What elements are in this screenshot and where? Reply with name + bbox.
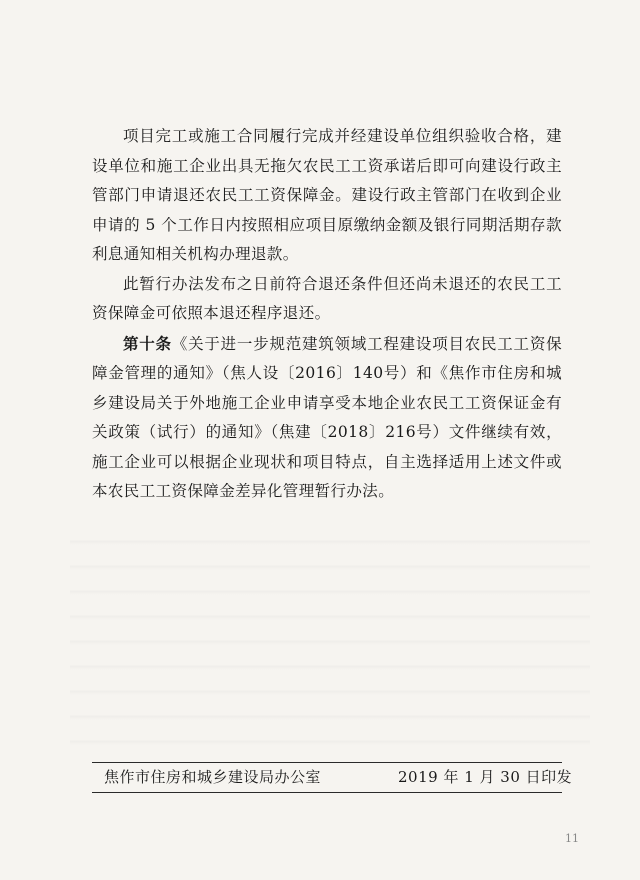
footer-rule-bottom (92, 792, 562, 793)
document-body (92, 122, 562, 507)
paragraph-prior-refund (92, 270, 562, 329)
paragraph-text: 此暂行办法发布之日前符合退还条件但还尚未退还的农民工工资保障金可依照本退还程序退还。 (92, 274, 562, 322)
issue-date: 2019 年 1 月 30 日印发 (398, 768, 573, 786)
article-heading: 第十条 (123, 333, 172, 353)
bleed-through-text (70, 520, 590, 760)
paragraph-refund-procedure (92, 122, 562, 270)
paragraph-article-ten (92, 329, 562, 507)
paragraph-text: 《关于进一步规范建筑领域工程建设项目农民工工资保障金管理的通知》（焦人设〔2016〕140号）和《焦作市住房和城乡建设局关于外地施工企业申请享受本地企业农民工工资保证金有关政策（试行）的通知》（焦建〔2018〕216号）文件继续有效，施工企业可以根据企业现状和项目特点，自主选择适用上述文件或本农民工工资保障金差异化管理暂行办法。 (92, 334, 562, 500)
paragraph-text: 项目完工或施工合同履行完成并经建设单位组织验收合格，建设单位和施工企业出具无拖欠农民工工资承诺后即可向建设行政主管部门申请退还农民工工资保障金。建设行政主管部门在收到企业申请的 5 个工作日内按照相应项目原缴纳金额及银行同期活期存款利息通知相关机构办理退款。 (92, 127, 562, 263)
issuer-name: 焦作市住房和城乡建设局办公室 (104, 768, 322, 786)
footer-rule-top (92, 762, 562, 763)
page-number: 11 (565, 832, 579, 845)
